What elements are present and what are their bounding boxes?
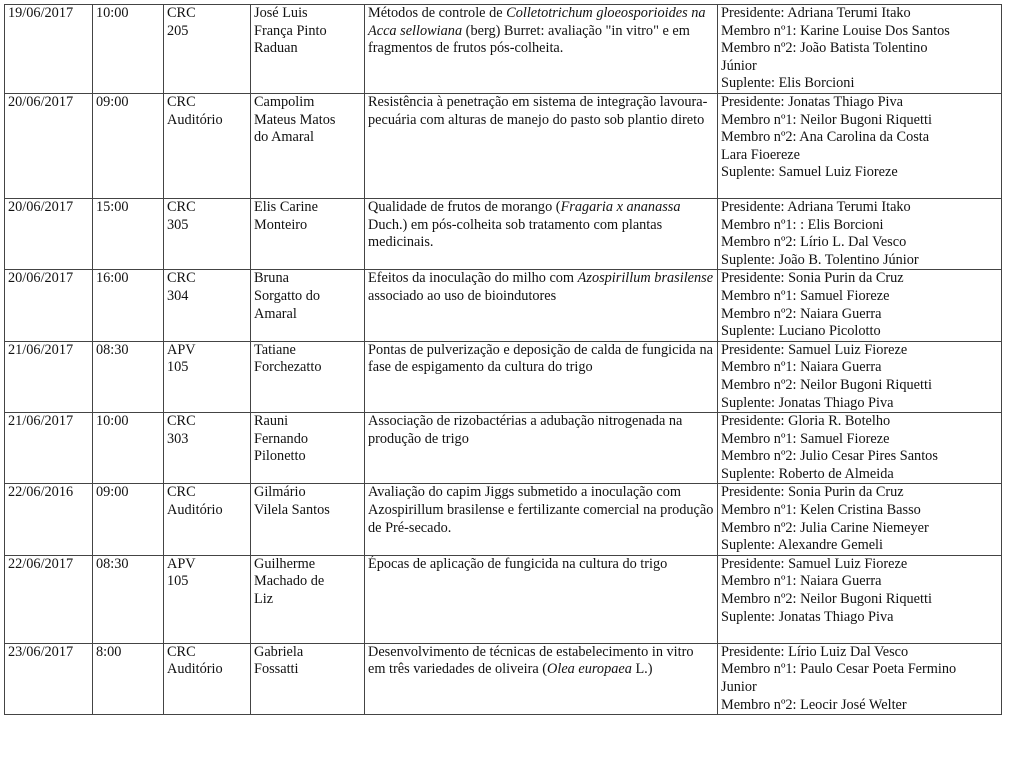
thesis-title xyxy=(368,199,714,252)
committee-line: Membro nº1: Neilor Bugoni Riquetti xyxy=(721,111,932,128)
student-cell xyxy=(251,270,365,341)
room-cell xyxy=(164,484,251,555)
student-name-line: Fossatti xyxy=(254,661,299,678)
time-cell xyxy=(93,93,164,198)
committee-line: Membro nº1: Kelen Cristina Basso xyxy=(721,502,921,519)
student-name-line: Monteiro xyxy=(254,216,308,233)
thesis-title-cell xyxy=(365,341,718,412)
time-text: 15:00 xyxy=(96,198,129,215)
time-cell xyxy=(93,198,164,269)
title-segment: Efeitos da inoculação do milho com xyxy=(368,270,578,287)
student-cell xyxy=(251,341,365,412)
room-line: 303 xyxy=(167,430,189,447)
committee-line: Membro nº1: Paulo Cesar Poeta Fermino xyxy=(721,661,957,678)
date-text: 20/06/2017 xyxy=(8,270,74,287)
committee-cell xyxy=(718,341,1002,412)
schedule-table xyxy=(4,4,1002,715)
committee-cell xyxy=(718,555,1002,643)
student-cell xyxy=(251,484,365,555)
committee-line: Suplente: João B. Tolentino Júnior xyxy=(721,251,919,268)
committee-cell xyxy=(718,93,1002,198)
student-name-line: José Luis xyxy=(254,5,308,21)
student-cell xyxy=(251,93,365,198)
room-cell xyxy=(164,341,251,412)
date-text: 20/06/2017 xyxy=(8,198,74,215)
table-row xyxy=(5,341,1002,412)
committee-cell xyxy=(718,484,1002,555)
committee-line: Suplente: Elis Borcioni xyxy=(721,75,855,92)
student-name-line: Mateus Matos xyxy=(254,111,336,128)
date-text: 23/06/2017 xyxy=(8,643,74,660)
room-line: Auditório xyxy=(167,661,223,678)
thesis-title-cell xyxy=(365,5,718,94)
committee-line: Suplente: Alexandre Gemeli xyxy=(721,537,883,554)
title-italic-segment: Fragaria x ananassa xyxy=(560,198,681,215)
student-name-line: Amaral xyxy=(254,305,297,322)
time-cell xyxy=(93,413,164,484)
student-cell xyxy=(251,555,365,643)
thesis-title-cell xyxy=(365,555,718,643)
date-cell xyxy=(5,198,93,269)
date-cell xyxy=(5,93,93,198)
committee-line: Suplente: Jonatas Thiago Piva xyxy=(721,608,894,625)
thesis-title xyxy=(368,270,714,305)
committee-line: Membro nº1: Karine Louise Dos Santos xyxy=(721,22,950,39)
committee-line: Suplente: Jonatas Thiago Piva xyxy=(721,394,894,411)
room-line: CRC xyxy=(167,93,196,110)
student-name-line: Liz xyxy=(254,591,274,608)
date-cell xyxy=(5,270,93,341)
room-line: CRC xyxy=(167,413,196,430)
time-text: 10:00 xyxy=(96,413,129,430)
committee-line: Junior xyxy=(721,679,757,696)
student-cell xyxy=(251,643,365,714)
committee-line: Lara Fioereze xyxy=(721,146,800,163)
committee-line: Presidente: Sonia Purin da Cruz xyxy=(721,270,904,287)
room-line: CRC xyxy=(167,198,196,215)
student-cell xyxy=(251,5,365,94)
committee-line: Júnior xyxy=(721,57,757,74)
thesis-title xyxy=(368,484,714,537)
committee-cell xyxy=(718,643,1002,714)
committee-line: Membro nº1: : Elis Borcioni xyxy=(721,216,884,233)
room-cell xyxy=(164,93,251,198)
student-name-line: Rauni xyxy=(254,413,289,430)
student-name-line: Bruna xyxy=(254,270,289,287)
student-name-line: Sorgatto do xyxy=(254,287,321,304)
student-name-line: Pilonetto xyxy=(254,448,306,465)
title-segment: Épocas de aplicação de fungicida na cultura do trigo xyxy=(368,555,668,572)
title-segment: Qualidade de frutos de morango ( xyxy=(368,198,561,215)
date-cell xyxy=(5,643,93,714)
title-segment: (berg) Burret: avaliação "in vitro" e em fragmentos de frutos pós-colheita. xyxy=(368,22,690,57)
student-name-line: Forchezatto xyxy=(254,359,322,376)
time-cell xyxy=(93,484,164,555)
time-text: 10:00 xyxy=(96,5,129,21)
thesis-title xyxy=(368,556,714,574)
title-italic-segment: Azospirillum brasilense xyxy=(577,270,714,287)
student-name-line: Gabriela xyxy=(254,643,304,660)
committee-line: Membro nº2: Neilor Bugoni Riquetti xyxy=(721,376,932,393)
student-name-line: Campolim xyxy=(254,93,315,110)
title-segment: L.) xyxy=(631,661,653,678)
time-text: 16:00 xyxy=(96,270,129,287)
student-name-line: França Pinto xyxy=(254,22,327,39)
table-row xyxy=(5,643,1002,714)
committee-line: Membro nº1: Samuel Fioreze xyxy=(721,287,890,304)
student-name-line: Raduan xyxy=(254,40,298,57)
thesis-title-cell xyxy=(365,484,718,555)
date-cell xyxy=(5,555,93,643)
title-segment: Duch.) em pós-colheita sob tratamento com plantas medicinais. xyxy=(368,216,663,251)
committee-line: Presidente: Lírio Luiz Dal Vesco xyxy=(721,643,909,660)
committee-line: Presidente: Samuel Luiz Fioreze xyxy=(721,341,908,358)
committee-line: Presidente: Samuel Luiz Fioreze xyxy=(721,555,908,572)
committee-line: Membro nº2: Neilor Bugoni Riquetti xyxy=(721,591,932,608)
date-text: 21/06/2017 xyxy=(8,341,74,358)
time-cell xyxy=(93,270,164,341)
committee-line: Membro nº2: Julio Cesar Pires Santos xyxy=(721,448,938,465)
schedule-table-body xyxy=(5,5,1002,715)
title-segment: Avaliação do capim Jiggs submetido a inoculação com Azospirillum brasilense e fertilizante comercial na produção de Pré-secado. xyxy=(368,484,714,536)
title-segment: Associação de rizobactérias a adubação nitrogenada na produção de trigo xyxy=(368,413,683,447)
table-row xyxy=(5,93,1002,198)
title-italic-segment: Olea europaea xyxy=(547,661,632,678)
table-row xyxy=(5,484,1002,555)
room-cell xyxy=(164,413,251,484)
date-cell xyxy=(5,5,93,94)
date-text: 22/06/2017 xyxy=(8,555,74,572)
table-row xyxy=(5,413,1002,484)
date-text: 19/06/2017 xyxy=(8,5,74,21)
title-segment: Métodos de controle de xyxy=(368,5,507,21)
thesis-title xyxy=(368,94,714,129)
student-cell xyxy=(251,413,365,484)
committee-line: Membro nº2: Ana Carolina da Costa xyxy=(721,129,930,146)
room-line: APV xyxy=(167,555,196,572)
student-name-line: Fernando xyxy=(254,430,308,447)
room-line: Auditório xyxy=(167,111,223,128)
time-text: 08:30 xyxy=(96,555,129,572)
room-line: CRC xyxy=(167,270,196,287)
thesis-title xyxy=(368,5,714,58)
thesis-title-cell xyxy=(365,93,718,198)
committee-line: Membro nº1: Samuel Fioreze xyxy=(721,430,890,447)
committee-line: Suplente: Roberto de Almeida xyxy=(721,465,894,482)
room-line: 304 xyxy=(167,287,189,304)
student-name-line: Gilmário xyxy=(254,484,306,501)
room-line: 105 xyxy=(167,359,189,376)
committee-line: Presidente: Sonia Purin da Cruz xyxy=(721,484,904,501)
time-cell xyxy=(93,341,164,412)
thesis-title xyxy=(368,413,714,448)
thesis-title xyxy=(368,342,714,377)
committee-line: Suplente: Luciano Picolotto xyxy=(721,323,881,340)
time-cell xyxy=(93,5,164,94)
committee-line: Membro nº1: Naiara Guerra xyxy=(721,359,882,376)
time-text: 09:00 xyxy=(96,93,129,110)
thesis-title xyxy=(368,644,714,679)
student-name-line: Elis Carine xyxy=(254,198,318,215)
time-text: 08:30 xyxy=(96,341,129,358)
date-text: 21/06/2017 xyxy=(8,413,74,430)
date-cell xyxy=(5,341,93,412)
room-line: 205 xyxy=(167,22,189,39)
student-name-line: Vilela Santos xyxy=(254,502,330,519)
time-cell xyxy=(93,555,164,643)
thesis-title-cell xyxy=(365,643,718,714)
title-segment: associado ao uso de bioindutores xyxy=(368,287,557,304)
date-cell xyxy=(5,484,93,555)
room-cell xyxy=(164,643,251,714)
thesis-title-cell xyxy=(365,198,718,269)
time-text: 8:00 xyxy=(96,643,122,660)
committee-line: Presidente: Adriana Terumi Itako xyxy=(721,198,911,215)
committee-cell xyxy=(718,198,1002,269)
room-cell xyxy=(164,270,251,341)
committee-line: Suplente: Samuel Luiz Fioreze xyxy=(721,164,898,181)
date-text: 20/06/2017 xyxy=(8,93,74,110)
committee-cell xyxy=(718,270,1002,341)
title-segment: Desenvolvimento de técnicas de estabelecimento in vitro em três variedades de oliveira ( xyxy=(368,643,694,678)
time-text: 09:00 xyxy=(96,484,129,501)
room-line: 305 xyxy=(167,216,189,233)
room-line: 105 xyxy=(167,573,189,590)
committee-cell xyxy=(718,413,1002,484)
room-line: CRC xyxy=(167,643,196,660)
room-line: Auditório xyxy=(167,502,223,519)
table-row xyxy=(5,555,1002,643)
committee-line: Membro nº1: Naiara Guerra xyxy=(721,573,882,590)
table-row xyxy=(5,270,1002,341)
committee-line: Presidente: Adriana Terumi Itako xyxy=(721,5,911,21)
table-row xyxy=(5,5,1002,94)
student-name-line: Guilherme xyxy=(254,555,316,572)
committee-line: Membro nº2: Julia Carine Niemeyer xyxy=(721,519,929,536)
room-cell xyxy=(164,555,251,643)
committee-line: Membro nº2: João Batista Tolentino xyxy=(721,40,928,57)
committee-line: Presidente: Jonatas Thiago Piva xyxy=(721,93,903,110)
student-name-line: do Amaral xyxy=(254,129,314,146)
thesis-title-cell xyxy=(365,270,718,341)
student-cell xyxy=(251,198,365,269)
date-text: 22/06/2016 xyxy=(8,484,74,501)
room-line: CRC xyxy=(167,484,196,501)
title-italic-segment: Colletotrichum gloeosporioides na Acca sellowiana xyxy=(368,5,706,39)
title-segment: Resistência à penetração em sistema de integração lavoura-pecuária com alturas de manejo do pasto sob plantio direto xyxy=(368,93,708,128)
student-name-line: Machado de xyxy=(254,573,325,590)
room-cell xyxy=(164,5,251,94)
committee-line: Membro nº2: Leocir José Welter xyxy=(721,696,907,713)
student-name-line: Tatiane xyxy=(254,341,296,358)
committee-line: Membro nº2: Naiara Guerra xyxy=(721,305,882,322)
committee-line: Membro nº2: Lírio L. Dal Vesco xyxy=(721,234,907,251)
committee-line: Presidente: Gloria R. Botelho xyxy=(721,413,891,430)
date-cell xyxy=(5,413,93,484)
room-line: CRC xyxy=(167,5,196,21)
defense-schedule xyxy=(4,4,1002,715)
committee-cell xyxy=(718,5,1002,94)
title-segment: Pontas de pulverização e deposição de calda de fungicida na fase de espigamento da cultura do trigo xyxy=(368,341,713,376)
table-row xyxy=(5,198,1002,269)
thesis-title-cell xyxy=(365,413,718,484)
time-cell xyxy=(93,643,164,714)
room-cell xyxy=(164,198,251,269)
room-line: APV xyxy=(167,341,196,358)
